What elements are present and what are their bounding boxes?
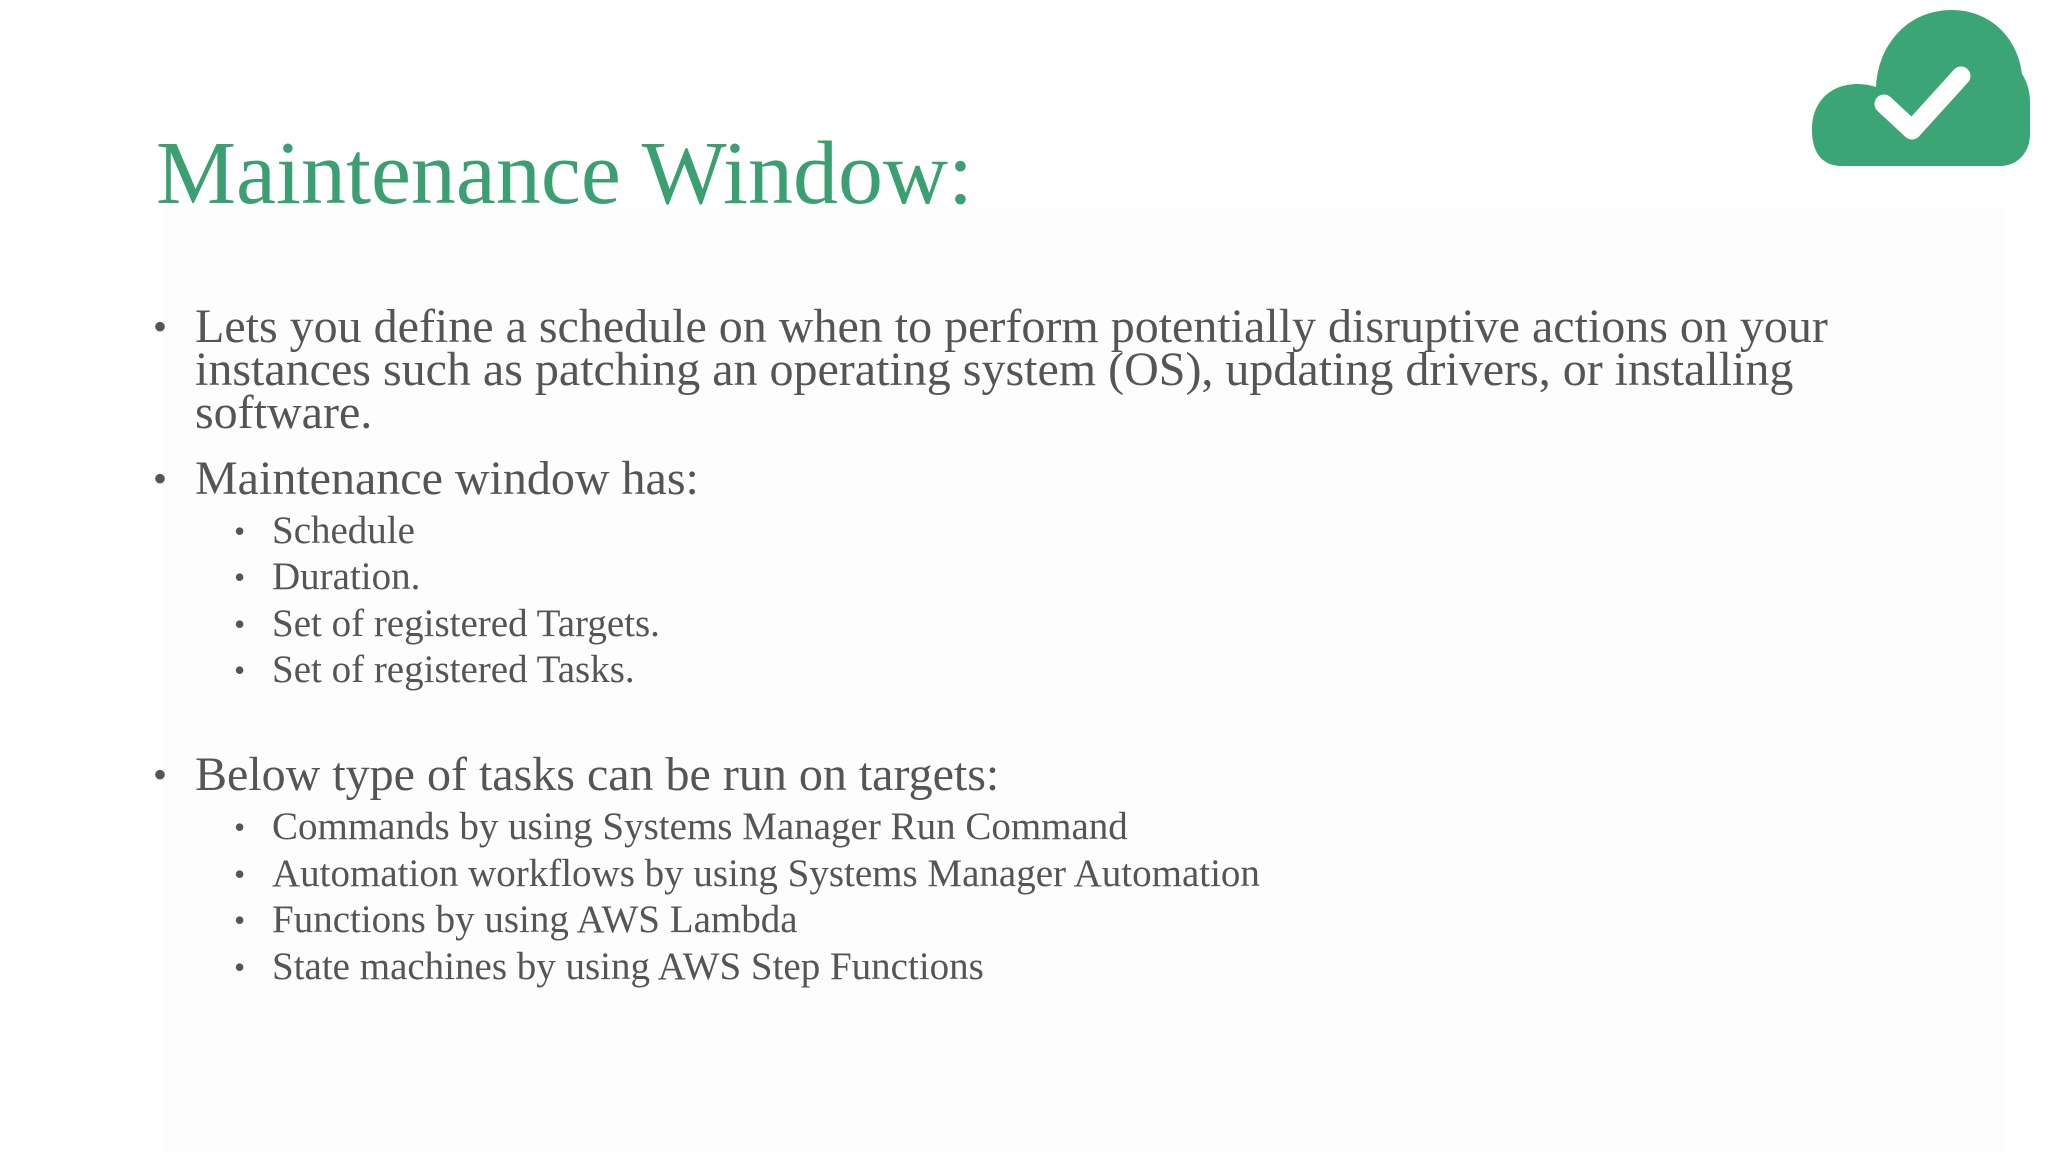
bullet-item <box>153 452 1895 505</box>
sub-bullet-text: Commands by using Systems Manager Run Command <box>272 805 1128 848</box>
sub-bullet-text: Schedule <box>272 509 415 552</box>
sub-bullet-marker: • <box>234 856 246 892</box>
sub-bullet-marker: • <box>234 949 246 985</box>
bullet-text: Below type of tasks can be run on targets: <box>195 748 1000 801</box>
bullet-item <box>153 748 1895 801</box>
sub-bullet-marker: • <box>234 902 246 938</box>
sub-bullet-item <box>234 944 984 990</box>
sub-bullet-item <box>234 647 635 693</box>
bullet-item <box>153 300 1895 439</box>
sub-bullet-marker: • <box>234 809 246 845</box>
sub-bullet-item <box>234 508 415 554</box>
sub-bullet-text: Automation workflows by using Systems Manager Automation <box>272 852 1260 895</box>
sub-bullet-text: Set of registered Tasks. <box>272 648 635 691</box>
bullet-marker: • <box>153 752 168 797</box>
slide-title: Maintenance Window: <box>156 124 973 223</box>
sub-bullet-text: Duration. <box>272 555 421 598</box>
bullet-text: Maintenance window has: <box>195 452 699 505</box>
sub-bullet-text: Functions by using AWS Lambda <box>272 898 798 941</box>
sub-bullet-marker: • <box>234 513 246 549</box>
sub-bullet-item <box>234 804 1128 850</box>
bullet-text: Lets you define a schedule on when to perform potentially disruptive actions on your instances such as patching an operating system (OS), updating drivers, or installing software. <box>195 300 1828 439</box>
sub-bullet-item <box>234 851 1260 897</box>
sub-bullet-item <box>234 897 798 943</box>
bullet-marker: • <box>153 304 168 349</box>
sub-bullet-marker: • <box>234 652 246 688</box>
sub-bullet-text: Set of registered Targets. <box>272 602 660 645</box>
sub-bullet-text: State machines by using AWS Step Functions <box>272 945 984 988</box>
sub-bullet-item <box>234 601 660 647</box>
sub-bullet-item <box>234 554 421 600</box>
sub-bullet-marker: • <box>234 606 246 642</box>
bullet-marker: • <box>153 456 168 501</box>
sub-bullet-marker: • <box>234 559 246 595</box>
